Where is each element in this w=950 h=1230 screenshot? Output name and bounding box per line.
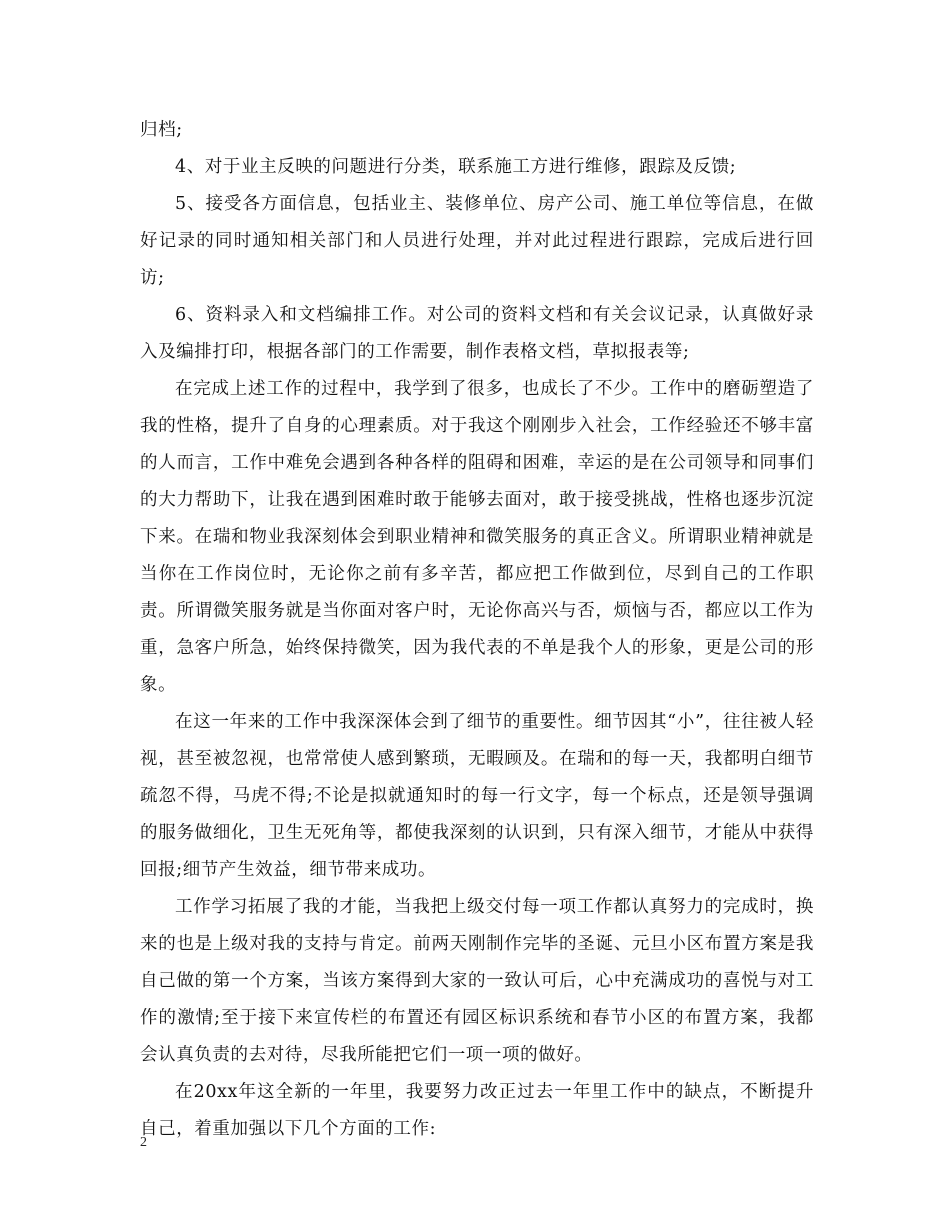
paragraph-new-year: 在20xx年这全新的一年里，我要努力改正过去一年里工作中的缺点，不断提升自己，着重加强以下几个方面的工作: — [140, 1082, 814, 1139]
paragraph-abilities: 工作学习拓展了我的才能，当我把上级交付每一项工作都认真努力的完成时，换来的也是上级对我的支持与肯定。前两天刚制作完毕的圣诞、元旦小区布置方案是我自己做的第一个方案，当该方案得到大家的一致认可后，心中充满成功的喜悦与对工作的激情;至于接下来宣传栏的布置还有园区标识系统和春节小区的布置方案，我都会认真负责的去对待，尽我所能把它们一项一项的做好。 — [140, 897, 814, 1065]
paragraph-archive-continuation: 归档; — [140, 120, 183, 140]
page-number: 2 — [140, 1135, 147, 1150]
paragraph-details: 在这一年来的工作中我深深体会到了细节的重要性。细节因其“小”，往往被人轻视，甚至被忽视，也常常使人感到繁琐，无暇顾及。在瑞和的每一天，我都明白细节疏忽不得，马虎不得;不论是拟就通知时的每一行文字，每一个标点，还是领导强调的服务做细化，卫生无死角等，都使我深刻的认识到，只有深入细节，才能从中获得回报;细节产生效益，细节带来成功。 — [140, 712, 814, 880]
paragraph-item-6: 6、资料录入和文档编排工作。对公司的资料文档和有关会议记录，认真做好录入及编排打印，根据各部门的工作需要，制作表格文档，草拟报表等; — [140, 305, 814, 362]
document-body — [140, 112, 814, 1148]
paragraph-item-4: 4、对于业主反映的问题进行分类，联系施工方进行维修，跟踪及反馈; — [175, 157, 737, 177]
paragraph-growth: 在完成上述工作的过程中，我学到了很多，也成长了不少。工作中的磨砺塑造了我的性格，提升了自身的心理素质。对于我这个刚刚步入社会，工作经验还不够丰富的人而言，工作中难免会遇到各种各样的阻碍和困难，幸运的是在公司领导和同事们的大力帮助下，让我在遇到困难时敢于能够去面对，敢于接受挑战，性格也逐步沉淀下来。在瑞和物业我深刻体会到职业精神和微笑服务的真正含义。所谓职业精神就是当你在工作岗位时，无论你之前有多辛苦，都应把工作做到位，尽到自己的工作职责。所谓微笑服务就是当你面对客户时，无论你高兴与否，烦恼与否，都应以工作为重，急客户所急，始终保持微笑，因为我代表的不单是我个人的形象，更是公司的形象。 — [140, 379, 814, 695]
paragraph-item-5: 5、接受各方面信息，包括业主、装修单位、房产公司、施工单位等信息，在做好记录的同时通知相关部门和人员进行处理，并对此过程进行跟踪，完成后进行回访; — [140, 194, 814, 288]
